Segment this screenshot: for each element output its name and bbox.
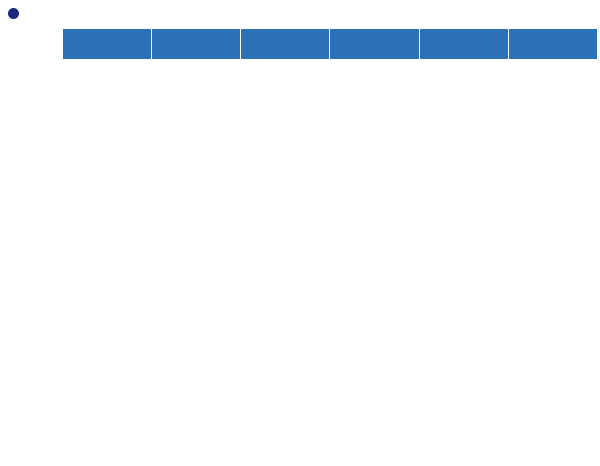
column-header: [63, 29, 151, 59]
column-header: [241, 29, 329, 59]
comparison-table: [62, 28, 598, 60]
header-row: [63, 29, 597, 59]
title-bullet-icon: [8, 8, 19, 19]
column-header: [509, 29, 597, 59]
column-header: [420, 29, 508, 59]
column-header: [152, 29, 240, 59]
title-row: [8, 2, 25, 24]
column-header: [330, 29, 418, 59]
